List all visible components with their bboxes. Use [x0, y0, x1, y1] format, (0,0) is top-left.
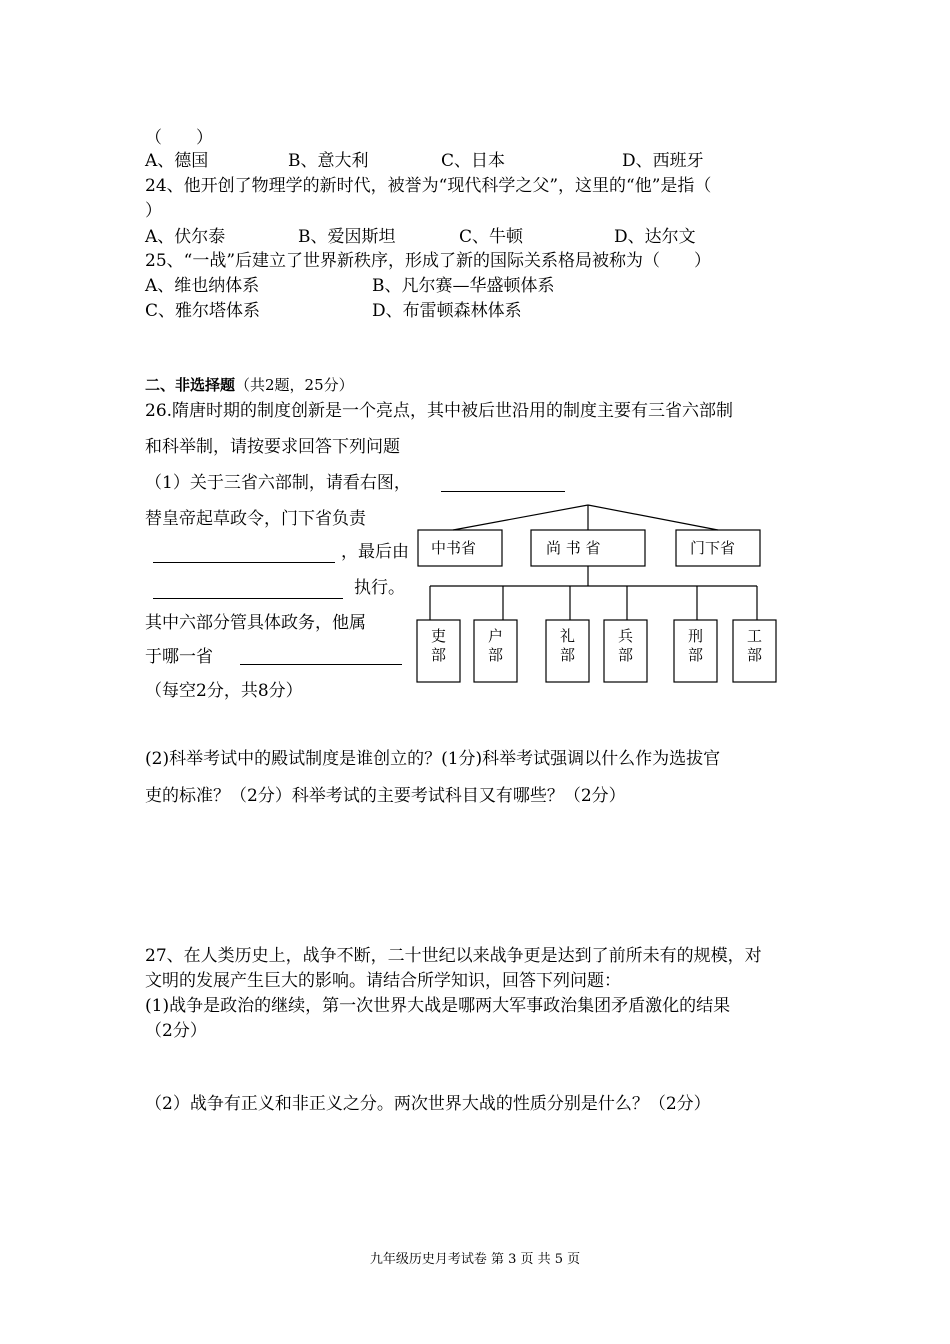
label-ministry-4a: 兵	[618, 627, 634, 645]
label-menxia: 门下省	[690, 539, 736, 557]
q25-option-d: D、布雷顿森林体系	[372, 301, 522, 321]
q24-option-c: C、牛顿	[459, 227, 524, 247]
page-footer: 九年级历史月考试卷 第 3 页 共 5 页	[369, 1252, 581, 1267]
q25-option-b: B、凡尔赛—华盛顿体系	[372, 276, 555, 296]
q27-part1-line1: (1)战争是政治的继续，第一次世界大战是哪两大军事政治集团矛盾激化的结果	[145, 996, 731, 1016]
section-2-note: （共2题，25分）	[235, 376, 354, 394]
q24-option-b: B、爱因斯坦	[298, 227, 396, 247]
label-ministry-3b: 部	[560, 646, 576, 664]
q23-option-a: A、德国	[145, 151, 209, 171]
label-ministry-4b: 部	[618, 646, 634, 664]
q24-stem: 24、他开创了物理学的新时代，被誉为“现代科学之父”，这里的“他”是指（	[145, 176, 712, 196]
label-ministry-1b: 部	[431, 646, 447, 664]
label-shangshu: 尚 书 省	[546, 539, 601, 557]
q23-option-d: D、西班牙	[622, 151, 704, 171]
label-ministry-6a: 工	[747, 627, 763, 645]
q27-stem-line1: 27、在人类历史上，战争不断，二十世纪以来战争更是达到了前所未有的规模，对	[145, 946, 762, 966]
q24-stem-end: ）	[145, 201, 162, 221]
label-ministry-1a: 吏	[431, 627, 447, 645]
q26-part1-line1: （1）关于三省六部制，请看右图，	[145, 473, 411, 493]
label-ministry-3a: 礼	[560, 627, 576, 645]
q25-stem: 25、“一战”后建立了世界新秩序，形成了新的国际关系格局被称为（ ）	[145, 251, 712, 271]
label-ministry-2a: 户	[488, 627, 504, 645]
q26-part2-line1: (2)科举考试中的殿试制度是谁创立的？(1分)科举考试强调以什么作为选拔官	[145, 749, 721, 769]
q27-stem-line2: 文明的发展产生巨大的影响。请结合所学知识，回答下列问题：	[145, 971, 621, 991]
q26-stem-line2: 和科举制，请按要求回答下列问题	[145, 437, 400, 457]
q27-part1-line2: （2分）	[145, 1021, 207, 1041]
q23-option-c: C、日本	[441, 151, 506, 171]
section-2-title: 二、非选择题	[145, 376, 236, 394]
q26-part1-line3: ，最后由	[341, 542, 409, 562]
q26-part2-line2: 吏的标准？（2分）科举考试的主要考试科目又有哪些？（2分）	[145, 786, 626, 806]
q26-part1-line5: 其中六部分管具体政务，他属	[145, 613, 366, 633]
q26-part1-line6: 于哪一省	[145, 647, 213, 667]
q26-part1-line4: 执行。	[354, 578, 405, 598]
label-ministry-5a: 刑	[688, 627, 704, 645]
q26-part1-score: （每空2分，共8分）	[145, 681, 303, 701]
q24-option-d: D、达尔文	[614, 227, 696, 247]
label-ministry-5b: 部	[688, 646, 704, 664]
q23-option-b: B、意大利	[288, 151, 369, 171]
q25-option-a: A、维也纳体系	[145, 276, 260, 296]
q23-answer-paren: （ ）	[145, 128, 213, 148]
q24-option-a: A、伏尔泰	[145, 227, 226, 247]
q26-stem-line1: 26.隋唐时期的制度创新是一个亮点，其中被后世沿用的制度主要有三省六部制	[145, 401, 734, 421]
label-ministry-2b: 部	[488, 646, 504, 664]
label-ministry-6b: 部	[747, 646, 763, 664]
label-zhongshu: 中书省	[431, 539, 477, 557]
q27-part2: （2）战争有正义和非正义之分。两次世界大战的性质分别是什么？（2分）	[145, 1094, 711, 1114]
q25-option-c: C、雅尔塔体系	[145, 301, 261, 321]
q26-part1-line2: 替皇帝起草政令，门下省负责	[145, 509, 366, 529]
